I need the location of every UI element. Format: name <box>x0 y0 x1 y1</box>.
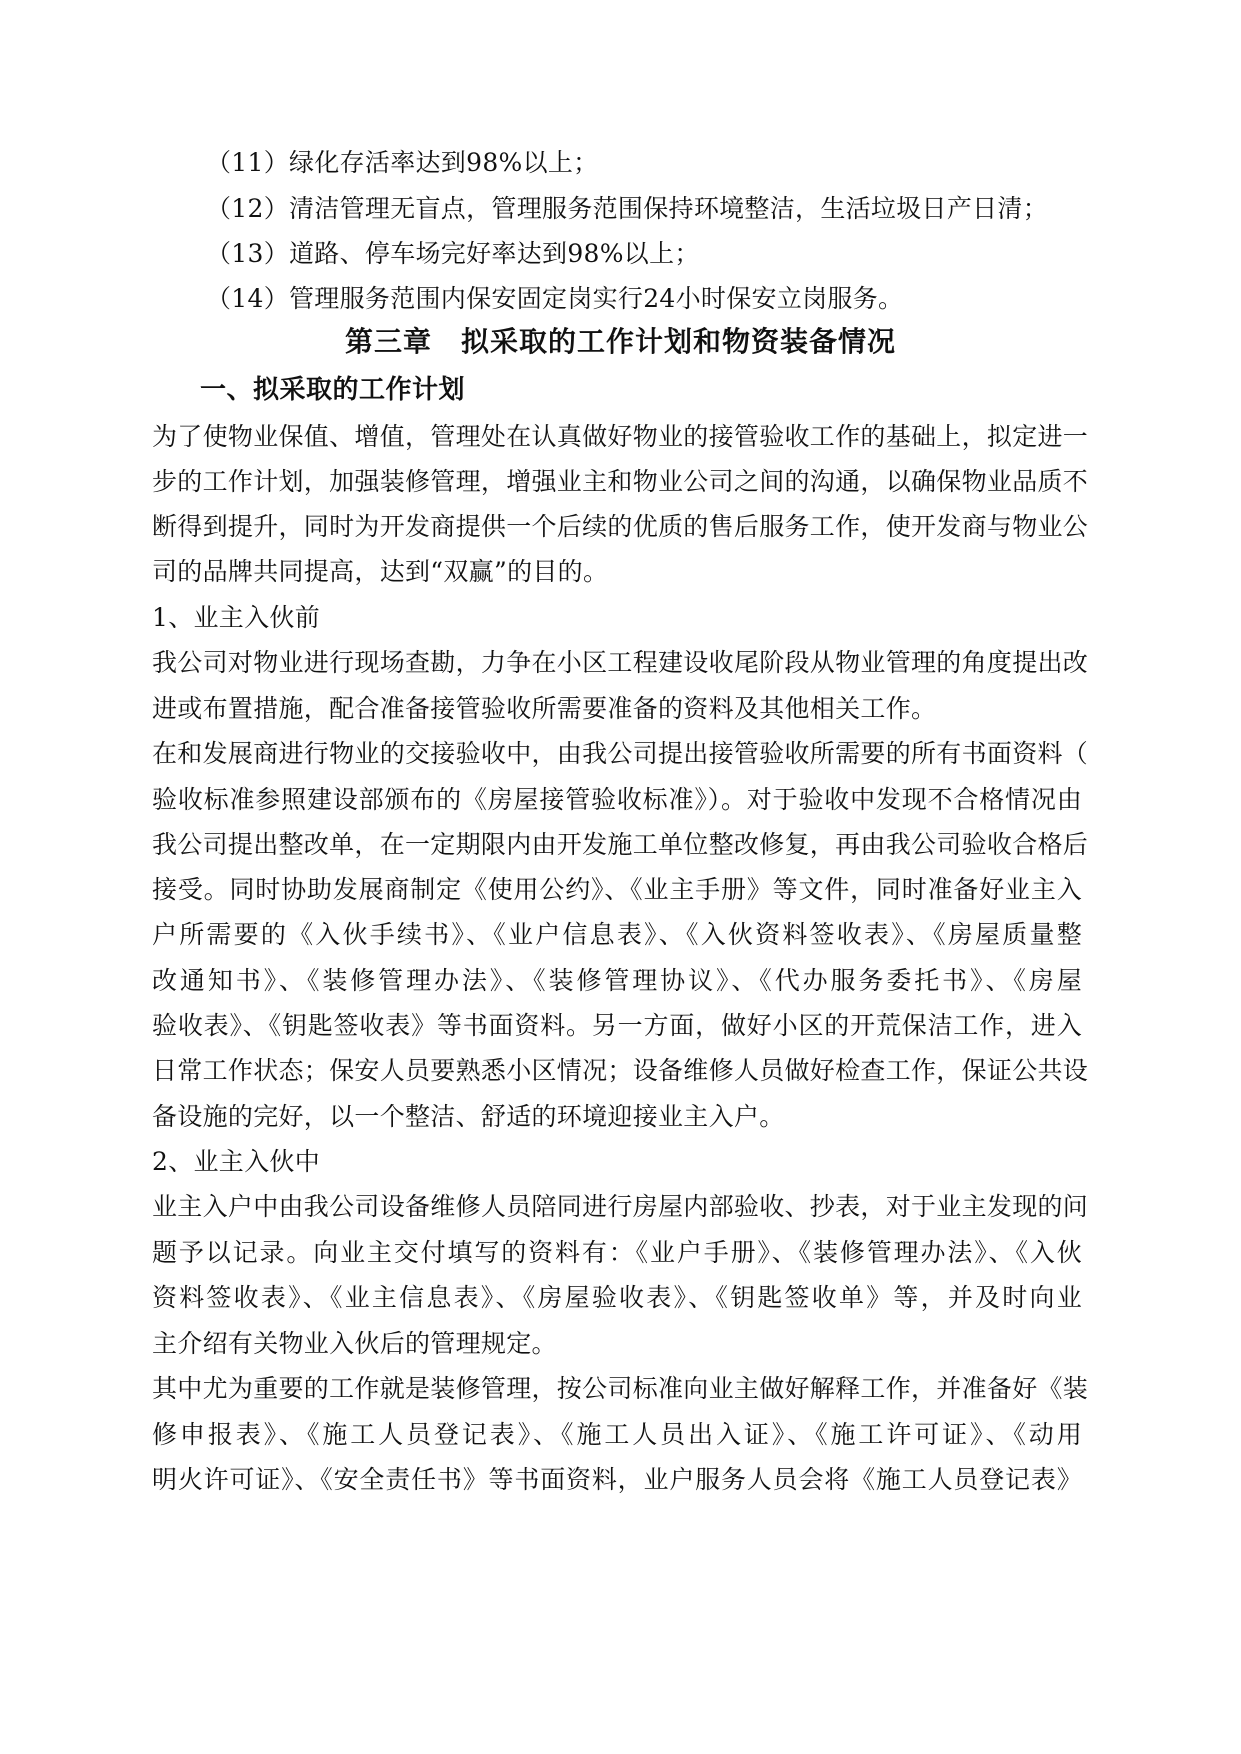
paragraph-line: 主介绍有关物业入伙后的管理规定。 <box>152 1329 557 1358</box>
paragraph-line: 验收标准参照建设部颁布的《房屋接管验收标准》）。对于验收中发现不合格情况由 <box>152 785 1082 814</box>
paragraph-line: 业主入户中由我公司设备维修人员陪同进行房屋内部验收、抄表，对于业主发现的问 <box>152 1192 1089 1221</box>
paragraph-line: 日常工作状态；保安人员要熟悉小区情况；设备维修人员做好检查工作，保证公共设 <box>152 1056 1089 1085</box>
paragraph-line: 备设施的完好，以一个整洁、舒适的环境迎接业主入户。 <box>152 1102 785 1131</box>
list-item: （12）清洁管理无盲点，管理服务范围保持环境整洁，生活垃圾日产日清； <box>206 194 1049 223</box>
list-item: （14）管理服务范围内保安固定岗实行24小时保安立岗服务。 <box>206 284 904 313</box>
paragraph-line: 改通知书》、《装修管理办法》、《装修管理协议》、《代办服务委托书》、《房屋 <box>152 966 1082 995</box>
subsection-heading: 1、业主入伙前 <box>152 603 321 632</box>
paragraph-line: 修申报表》、《施工人员登记表》、《施工人员出入证》、《施工许可证》、《动用 <box>152 1420 1082 1449</box>
paragraph-line: 我公司提出整改单，在一定期限内由开发施工单位整改修复，再由我公司验收合格后 <box>152 830 1089 859</box>
paragraph-line: 进或布置措施，配合准备接管验收所需要准备的资料及其他相关工作。 <box>152 694 937 723</box>
paragraph-line: 接受。同时协助发展商制定《使用公约》、《业主手册》等文件，同时准备好业主入 <box>152 875 1082 904</box>
list-item: （11）绿化存活率达到98%以上； <box>206 148 599 177</box>
section-title: 一、拟采取的工作计划 <box>200 375 466 405</box>
paragraph-line: 题予以记录。向业主交付填写的资料有：《业户手册》、《装修管理办法》、《入伙 <box>152 1238 1082 1267</box>
list-item: （13）道路、停车场完好率达到98%以上； <box>206 239 700 268</box>
paragraph-line: 为了使物业保值、增值，管理处在认真做好物业的接管验收工作的基础上，拟定进一 <box>152 422 1089 451</box>
paragraph-line: 明火许可证》、《安全责任书》等书面资料，业户服务人员会将《施工人员登记表》 <box>152 1465 1082 1494</box>
paragraph-line: 资料签收表》、《业主信息表》、《房屋验收表》、《钥匙签收单》等，并及时向业 <box>152 1283 1082 1312</box>
paragraph-line: 其中尤为重要的工作就是装修管理，按公司标准向业主做好解释工作，并准备好《装 <box>152 1374 1089 1403</box>
paragraph-line: 在和发展商进行物业的交接验收中，由我公司提出接管验收所需要的所有书面资料（ <box>152 739 1089 768</box>
paragraph-line: 户所需要的《入伙手续书》、《业户信息表》、《入伙资料签收表》、《房屋质量整 <box>152 920 1082 949</box>
paragraph-line: 我公司对物业进行现场查勘，力争在小区工程建设收尾阶段从物业管理的角度提出改 <box>152 648 1089 677</box>
chapter-title: 第三章 拟采取的工作计划和物资装备情况 <box>344 325 896 358</box>
paragraph-line: 断得到提升，同时为开发商提供一个后续的优质的售后服务工作，使开发商与物业公 <box>152 512 1089 541</box>
paragraph-line: 验收表》、《钥匙签收表》等书面资料。另一方面，做好小区的开荒保洁工作，进入 <box>152 1011 1082 1040</box>
subsection-heading: 2、业主入伙中 <box>152 1147 321 1176</box>
paragraph-line: 司的品牌共同提高，达到“双赢”的目的。 <box>152 557 609 586</box>
paragraph-line: 步的工作计划，加强装修管理，增强业主和物业公司之间的沟通，以确保物业品质不 <box>152 467 1089 496</box>
